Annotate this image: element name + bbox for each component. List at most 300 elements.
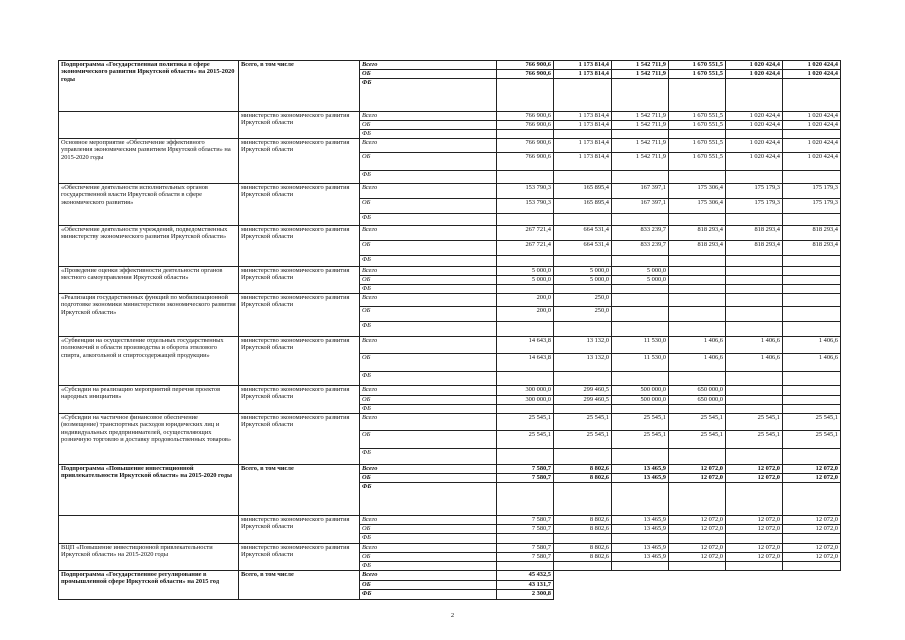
value-cell (726, 285, 783, 294)
value-cell: 12 072,0 (669, 553, 726, 562)
value-cell: 12 072,0 (669, 525, 726, 534)
value-cell (726, 130, 783, 139)
value-cell: 1 020 424,4 (783, 112, 841, 121)
value-cell (783, 307, 841, 322)
value-cell: 766 900,6 (497, 112, 554, 121)
value-cell (554, 449, 612, 465)
value-cell: 300 000,0 (497, 396, 554, 405)
program-name-cell: «Обеспечение деятельности исполнительных органов государственной власти Иркутской области в сфере экономического развития» (59, 184, 239, 226)
value-cell: 650 000,0 (669, 386, 726, 396)
value-cell: 7 580,7 (497, 516, 554, 525)
value-cell (669, 276, 726, 285)
value-cell: 8 802,6 (554, 474, 612, 483)
value-cell: 1 670 551,5 (669, 70, 726, 79)
funding-source-cell: ОБ (360, 553, 497, 562)
value-cell (726, 294, 783, 307)
value-cell: 167 397,1 (612, 199, 669, 214)
value-cell (669, 294, 726, 307)
value-cell: 25 545,1 (497, 414, 554, 431)
value-cell: 1 020 424,4 (783, 121, 841, 130)
table-row (59, 465, 841, 474)
value-cell: 12 072,0 (783, 544, 841, 553)
value-cell (726, 307, 783, 322)
value-cell (783, 571, 841, 581)
value-cell: 11 530,0 (612, 354, 669, 372)
value-cell (554, 581, 612, 590)
value-cell: 1 020 424,4 (726, 61, 783, 70)
value-cell (726, 267, 783, 276)
value-cell: 12 072,0 (669, 474, 726, 483)
funding-source-cell: ОБ (360, 276, 497, 285)
value-cell: 175 306,4 (669, 184, 726, 199)
value-cell: 7 580,7 (497, 544, 554, 553)
funding-source-cell: Всего (360, 61, 497, 70)
value-cell (497, 285, 554, 294)
value-cell (669, 130, 726, 139)
value-cell: 13 465,9 (612, 465, 669, 474)
value-cell: 500 000,0 (612, 396, 669, 405)
value-cell: 153 790,3 (497, 199, 554, 214)
value-cell (783, 276, 841, 285)
value-cell: 25 545,1 (726, 431, 783, 449)
value-cell: 25 545,1 (554, 414, 612, 431)
value-cell: 1 173 814,4 (554, 61, 612, 70)
value-cell (669, 372, 726, 386)
value-cell: 12 072,0 (726, 525, 783, 534)
value-cell: 25 545,1 (669, 431, 726, 449)
value-cell (669, 322, 726, 337)
value-cell: 12 072,0 (783, 525, 841, 534)
funding-source-cell: ФБ (360, 285, 497, 294)
value-cell: 1 173 814,4 (554, 112, 612, 121)
funding-source-cell: Всего (360, 112, 497, 121)
value-cell (669, 562, 726, 571)
value-cell (726, 214, 783, 226)
value-cell (669, 483, 726, 516)
value-cell: 1 173 814,4 (554, 139, 612, 153)
funding-source-cell: ФБ (360, 562, 497, 571)
value-cell (783, 372, 841, 386)
table-body (59, 61, 841, 600)
value-cell: 8 802,6 (554, 553, 612, 562)
value-cell: 818 293,4 (669, 226, 726, 241)
value-cell: 25 545,1 (669, 414, 726, 431)
responsible-cell: Всего, в том числе (239, 61, 360, 112)
table-row (59, 544, 841, 553)
value-cell (554, 256, 612, 267)
funding-source-cell: ОБ (360, 431, 497, 449)
value-cell (612, 483, 669, 516)
value-cell: 25 545,1 (554, 431, 612, 449)
value-cell: 12 072,0 (726, 465, 783, 474)
value-cell (783, 449, 841, 465)
value-cell: 1 020 424,4 (783, 61, 841, 70)
funding-source-cell: Всего (360, 544, 497, 553)
responsible-cell: министерство экономического развития Иркутской области (239, 516, 360, 544)
responsible-cell: министерство экономического развития Иркутской области (239, 414, 360, 465)
value-cell: 1 173 814,4 (554, 70, 612, 79)
funding-source-cell: Всего (360, 516, 497, 525)
funding-source-cell: ФБ (360, 79, 497, 112)
value-cell (554, 322, 612, 337)
value-cell (783, 405, 841, 414)
program-name-cell: «Обеспечение деятельности учреждений, подведомственных министерству экономического развития Иркутской области» (59, 226, 239, 267)
value-cell: 13 465,9 (612, 553, 669, 562)
value-cell: 25 545,1 (612, 414, 669, 431)
value-cell: 1 670 551,5 (669, 61, 726, 70)
value-cell (669, 581, 726, 590)
value-cell: 45 432,5 (497, 571, 554, 581)
funding-source-cell: ОБ (360, 354, 497, 372)
value-cell: 766 900,6 (497, 70, 554, 79)
funding-source-cell: ФБ (360, 449, 497, 465)
value-cell (726, 276, 783, 285)
value-cell: 1 020 424,4 (783, 139, 841, 153)
value-cell: 1 406,6 (783, 354, 841, 372)
value-cell (669, 449, 726, 465)
value-cell: 766 900,6 (497, 153, 554, 171)
value-cell (554, 130, 612, 139)
value-cell: 1 020 424,4 (726, 70, 783, 79)
program-name-cell (59, 112, 239, 139)
value-cell (554, 372, 612, 386)
value-cell (783, 294, 841, 307)
value-cell (612, 322, 669, 337)
funding-source-cell: Всего (360, 294, 497, 307)
value-cell (612, 214, 669, 226)
table-row (59, 184, 841, 199)
funding-source-cell: ОБ (360, 396, 497, 405)
value-cell: 766 900,6 (497, 61, 554, 70)
funding-source-cell: Всего (360, 267, 497, 276)
value-cell (783, 386, 841, 396)
funding-source-cell: ОБ (360, 525, 497, 534)
value-cell: 25 545,1 (783, 431, 841, 449)
value-cell: 500 000,0 (612, 386, 669, 396)
value-cell: 165 895,4 (554, 184, 612, 199)
value-cell (612, 130, 669, 139)
value-cell: 25 545,1 (612, 431, 669, 449)
value-cell: 267 721,4 (497, 226, 554, 241)
value-cell (554, 171, 612, 184)
value-cell: 167 397,1 (612, 184, 669, 199)
value-cell (726, 322, 783, 337)
value-cell (783, 214, 841, 226)
value-cell: 2 300,8 (497, 590, 554, 600)
value-cell (497, 256, 554, 267)
value-cell (783, 581, 841, 590)
funding-source-cell: Всего (360, 226, 497, 241)
value-cell: 818 293,4 (783, 241, 841, 256)
funding-source-cell: Всего (360, 337, 497, 354)
value-cell: 1 020 424,4 (783, 153, 841, 171)
table-row (59, 337, 841, 354)
table-row (59, 294, 841, 307)
value-cell (497, 449, 554, 465)
value-cell: 818 293,4 (726, 241, 783, 256)
value-cell: 5 000,0 (554, 267, 612, 276)
page-number: 2 (450, 612, 455, 619)
value-cell (497, 322, 554, 337)
value-cell: 175 306,4 (669, 199, 726, 214)
funding-source-cell: ФБ (360, 590, 497, 600)
value-cell: 1 020 424,4 (726, 153, 783, 171)
table-row (59, 226, 841, 241)
value-cell (554, 590, 612, 600)
responsible-cell: Всего, в том числе (239, 465, 360, 516)
budget-table (58, 60, 841, 600)
value-cell: 818 293,4 (669, 241, 726, 256)
responsible-cell: министерство экономического развития Иркутской области (239, 184, 360, 226)
value-cell: 299 460,5 (554, 386, 612, 396)
value-cell (669, 267, 726, 276)
value-cell (612, 571, 669, 581)
value-cell: 1 542 711,9 (612, 112, 669, 121)
funding-source-cell: ФБ (360, 483, 497, 516)
value-cell: 1 542 711,9 (612, 70, 669, 79)
funding-source-cell: ОБ (360, 474, 497, 483)
value-cell (726, 581, 783, 590)
value-cell (554, 285, 612, 294)
program-name-cell (59, 516, 239, 544)
value-cell (783, 562, 841, 571)
value-cell: 165 895,4 (554, 199, 612, 214)
value-cell (726, 372, 783, 386)
value-cell: 175 179,3 (726, 184, 783, 199)
value-cell: 43 131,7 (497, 581, 554, 590)
value-cell (783, 79, 841, 112)
value-cell: 5 000,0 (554, 276, 612, 285)
value-cell: 1 670 551,5 (669, 112, 726, 121)
table-row (59, 516, 841, 525)
value-cell: 8 802,6 (554, 465, 612, 474)
value-cell: 13 132,0 (554, 354, 612, 372)
value-cell: 7 580,7 (497, 525, 554, 534)
value-cell: 8 802,6 (554, 516, 612, 525)
value-cell (669, 534, 726, 544)
value-cell: 818 293,4 (783, 226, 841, 241)
value-cell: 1 406,6 (726, 354, 783, 372)
funding-source-cell: ФБ (360, 130, 497, 139)
value-cell (783, 534, 841, 544)
table-row (59, 61, 841, 70)
value-cell: 300 000,0 (497, 386, 554, 396)
value-cell (669, 405, 726, 414)
value-cell: 5 000,0 (497, 276, 554, 285)
value-cell (612, 405, 669, 414)
value-cell: 267 721,4 (497, 241, 554, 256)
value-cell: 1 542 711,9 (612, 121, 669, 130)
value-cell (726, 386, 783, 396)
funding-source-cell: ОБ (360, 121, 497, 130)
value-cell: 299 460,5 (554, 396, 612, 405)
value-cell (612, 307, 669, 322)
value-cell (612, 449, 669, 465)
value-cell (612, 534, 669, 544)
value-cell: 12 072,0 (726, 516, 783, 525)
value-cell: 12 072,0 (783, 465, 841, 474)
value-cell (554, 534, 612, 544)
value-cell: 12 072,0 (783, 516, 841, 525)
value-cell: 13 132,0 (554, 337, 612, 354)
value-cell (726, 449, 783, 465)
value-cell (612, 590, 669, 600)
responsible-cell: министерство экономического развития Иркутской области (239, 386, 360, 414)
value-cell (726, 405, 783, 414)
value-cell: 1 542 711,9 (612, 139, 669, 153)
value-cell (783, 590, 841, 600)
value-cell: 175 179,3 (783, 184, 841, 199)
value-cell: 650 000,0 (669, 396, 726, 405)
program-name-cell: Подпрограмма «Повышение инвестиционной привлекательности Иркутской области» на 2015-2020 годы (59, 465, 239, 516)
value-cell (612, 372, 669, 386)
funding-source-cell: Всего (360, 465, 497, 474)
funding-source-cell: ОБ (360, 241, 497, 256)
value-cell: 13 465,9 (612, 474, 669, 483)
value-cell: 13 465,9 (612, 544, 669, 553)
value-cell (783, 285, 841, 294)
responsible-cell: министерство экономического развития Иркутской области (239, 544, 360, 571)
value-cell: 5 000,0 (497, 267, 554, 276)
value-cell: 664 531,4 (554, 226, 612, 241)
value-cell: 818 293,4 (726, 226, 783, 241)
value-cell (726, 571, 783, 581)
value-cell (726, 483, 783, 516)
value-cell (612, 294, 669, 307)
responsible-cell: министерство экономического развития Иркутской области (239, 294, 360, 337)
value-cell: 5 000,0 (612, 276, 669, 285)
value-cell: 200,0 (497, 307, 554, 322)
value-cell: 14 643,8 (497, 337, 554, 354)
value-cell (726, 396, 783, 405)
value-cell: 12 072,0 (669, 516, 726, 525)
funding-source-cell: ОБ (360, 581, 497, 590)
responsible-cell: Всего, в том числе (239, 571, 360, 600)
funding-source-cell: ФБ (360, 534, 497, 544)
value-cell (612, 285, 669, 294)
value-cell (497, 483, 554, 516)
program-name-cell: «Реализация государственных функций по мобилизационной подготовке экономики министерством экономического развития Иркутской области» (59, 294, 239, 337)
value-cell (669, 571, 726, 581)
value-cell: 25 545,1 (783, 414, 841, 431)
value-cell: 1 542 711,9 (612, 153, 669, 171)
value-cell (497, 562, 554, 571)
value-cell (554, 405, 612, 414)
value-cell: 13 465,9 (612, 525, 669, 534)
value-cell: 833 239,7 (612, 241, 669, 256)
value-cell: 1 542 711,9 (612, 61, 669, 70)
funding-source-cell: Всего (360, 139, 497, 153)
value-cell: 12 072,0 (726, 544, 783, 553)
value-cell: 1 020 424,4 (783, 70, 841, 79)
value-cell: 7 580,7 (497, 474, 554, 483)
value-cell: 12 072,0 (669, 544, 726, 553)
value-cell: 12 072,0 (783, 474, 841, 483)
table-row (59, 112, 841, 121)
value-cell (497, 171, 554, 184)
value-cell: 1 173 814,4 (554, 121, 612, 130)
funding-source-cell: ОБ (360, 307, 497, 322)
value-cell: 766 900,6 (497, 139, 554, 153)
value-cell (497, 79, 554, 112)
value-cell: 1 670 551,5 (669, 121, 726, 130)
responsible-cell: министерство экономического развития Иркутской области (239, 112, 360, 139)
value-cell: 11 530,0 (612, 337, 669, 354)
value-cell (497, 372, 554, 386)
value-cell: 1 670 551,5 (669, 153, 726, 171)
value-cell (669, 307, 726, 322)
value-cell (669, 285, 726, 294)
value-cell (669, 256, 726, 267)
funding-source-cell: ФБ (360, 171, 497, 184)
value-cell (497, 130, 554, 139)
value-cell (612, 79, 669, 112)
value-cell: 14 643,8 (497, 354, 554, 372)
value-cell (554, 483, 612, 516)
funding-source-cell: ОБ (360, 153, 497, 171)
responsible-cell: министерство экономического развития Иркутской области (239, 337, 360, 386)
value-cell: 1 173 814,4 (554, 153, 612, 171)
funding-source-cell: ФБ (360, 322, 497, 337)
value-cell (554, 79, 612, 112)
value-cell: 1 406,6 (669, 337, 726, 354)
value-cell (554, 571, 612, 581)
value-cell: 175 179,3 (783, 199, 841, 214)
program-name-cell: Основное мероприятие «Обеспечение эффективного управления экономическим развитием Иркутской области» на 2015-2020 годы (59, 139, 239, 184)
funding-source-cell: ФБ (360, 372, 497, 386)
funding-source-cell: Всего (360, 386, 497, 396)
program-name-cell: Подпрограмма «Государственное регулирование в промышленной сфере Иркутской области» на 2015 год (59, 571, 239, 600)
value-cell (726, 79, 783, 112)
value-cell: 766 900,6 (497, 121, 554, 130)
funding-source-cell: ОБ (360, 70, 497, 79)
value-cell: 8 802,6 (554, 544, 612, 553)
value-cell: 1 020 424,4 (726, 139, 783, 153)
value-cell (669, 79, 726, 112)
responsible-cell: министерство экономического развития Иркутской области (239, 139, 360, 184)
value-cell (612, 171, 669, 184)
table-row (59, 414, 841, 431)
value-cell (783, 267, 841, 276)
program-name-cell: «Субсидии на реализацию мероприятий перечня проектов народных инициатив» (59, 386, 239, 414)
program-name-cell: «Субсидии на частичное финансовое обеспечение (возмещение) транспортных расходов юридических лиц и индивидуальных предпринимателей, осуществляющих розничную торговлю и доставку продовольственных товаров» (59, 414, 239, 465)
value-cell (783, 396, 841, 405)
value-cell (612, 581, 669, 590)
funding-source-cell: ФБ (360, 214, 497, 226)
value-cell (554, 214, 612, 226)
value-cell (783, 130, 841, 139)
funding-source-cell: ФБ (360, 256, 497, 267)
value-cell: 8 802,6 (554, 525, 612, 534)
value-cell: 250,0 (554, 294, 612, 307)
value-cell (612, 256, 669, 267)
value-cell (612, 562, 669, 571)
value-cell: 7 580,7 (497, 553, 554, 562)
program-name-cell: «Субвенции на осуществление отдельных государственных полномочий в области производства и оборота этилового спирта, алкогольной и спиртосодержащей продукции» (59, 337, 239, 386)
program-name-cell: Подпрограмма «Государственная политика в сфере экономического развития Иркутской области» на 2015-2020 годы (59, 61, 239, 112)
value-cell: 7 580,7 (497, 465, 554, 474)
table-row (59, 139, 841, 153)
value-cell (783, 483, 841, 516)
program-name-cell: ВЦП «Повышение инвестиционной привлекательности Иркутской области» на 2015-2020 годы (59, 544, 239, 571)
value-cell (554, 562, 612, 571)
value-cell: 1 020 424,4 (726, 121, 783, 130)
value-cell: 13 465,9 (612, 516, 669, 525)
value-cell: 153 790,3 (497, 184, 554, 199)
value-cell: 175 179,3 (726, 199, 783, 214)
value-cell (669, 214, 726, 226)
value-cell: 25 545,1 (497, 431, 554, 449)
